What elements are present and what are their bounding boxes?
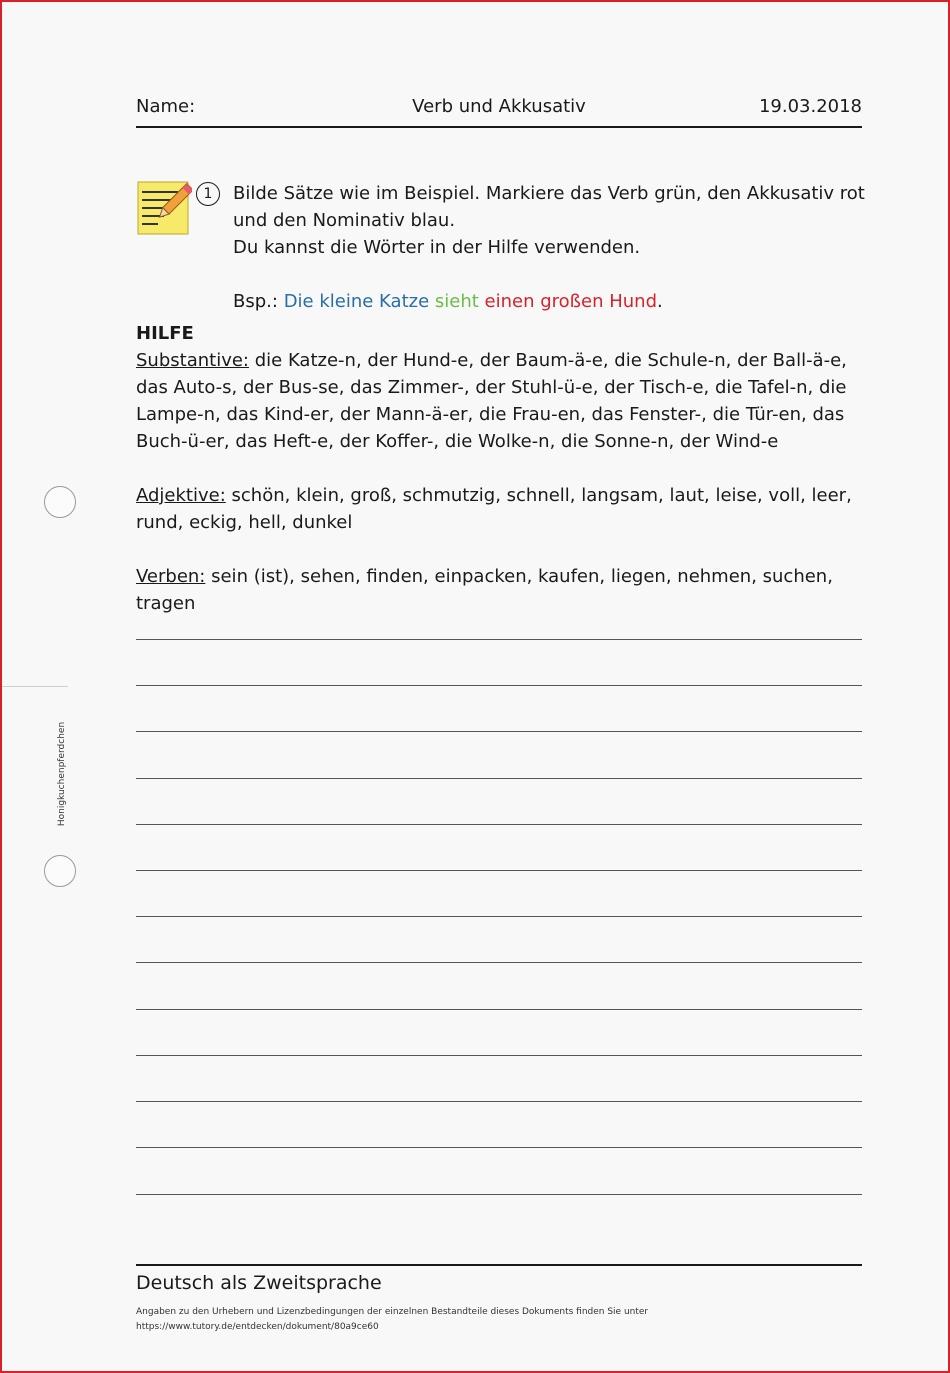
verbs-text: tragen bbox=[136, 593, 196, 614]
punch-hole-top bbox=[44, 486, 76, 518]
instruction-line: Bilde Sätze wie im Beispiel. Markiere das Verb grün, den Akkusativ rot bbox=[233, 183, 865, 204]
footer-subject: Deutsch als Zweitsprache bbox=[136, 1272, 382, 1294]
notepad-pencil-icon bbox=[136, 178, 192, 236]
writing-line[interactable] bbox=[136, 1194, 862, 1195]
verbs-text: sein (ist), sehen, finden, einpacken, kaufen, liegen, nehmen, suchen, bbox=[211, 566, 833, 587]
punch-hole-bottom bbox=[44, 855, 76, 887]
task-instructions bbox=[233, 180, 873, 261]
name-label: Name: bbox=[136, 96, 196, 117]
footer-divider bbox=[136, 1264, 862, 1266]
nouns-text: Lampe-n, das Kind-er, der Mann-ä-er, die Frau-en, das Fenster-, die Tür-en, das bbox=[136, 404, 845, 425]
footer-license-note bbox=[136, 1305, 648, 1335]
writing-line[interactable] bbox=[136, 870, 862, 871]
writing-line[interactable] bbox=[136, 916, 862, 917]
nouns-paragraph bbox=[136, 347, 876, 374]
worksheet-date: 19.03.2018 bbox=[758, 96, 862, 117]
help-section bbox=[136, 320, 876, 617]
instruction-line: und den Nominativ blau. bbox=[233, 210, 456, 231]
writing-line[interactable] bbox=[136, 824, 862, 825]
worksheet-header bbox=[136, 96, 862, 128]
example-period: . bbox=[657, 291, 663, 312]
writing-line[interactable] bbox=[136, 731, 862, 732]
writing-line[interactable] bbox=[136, 1009, 862, 1010]
adjectives-paragraph bbox=[136, 482, 876, 509]
writing-line[interactable] bbox=[136, 1101, 862, 1102]
example-verb: sieht bbox=[434, 291, 479, 312]
example-sentence bbox=[233, 288, 663, 315]
verbs-paragraph bbox=[136, 563, 876, 590]
instruction-line: Du kannst die Wörter in der Hilfe verwenden. bbox=[233, 237, 641, 258]
example-nominative: Die kleine Katze bbox=[283, 291, 430, 312]
nouns-text: das Auto-s, der Bus-se, das Zimmer-, der Stuhl-ü-e, der Tisch-e, die Tafel-n, die bbox=[136, 377, 847, 398]
license-text: Angaben zu den Urhebern und Lizenzbedingungen der einzelnen Bestandteile dieses Dokuments finden Sie unter bbox=[136, 1307, 649, 1317]
example-accusative: einen großen Hund bbox=[484, 291, 657, 312]
side-credit: Honigkuchenpferdchen bbox=[57, 721, 67, 827]
nouns-label: Substantive: bbox=[136, 350, 249, 371]
license-url[interactable]: https://www.tutory.de/entdecken/dokument/80a9ce60 bbox=[136, 1322, 379, 1332]
writing-line[interactable] bbox=[136, 1147, 862, 1148]
writing-line[interactable] bbox=[136, 962, 862, 963]
writing-line[interactable] bbox=[136, 778, 862, 779]
worksheet-title: Verb und Akkusativ bbox=[412, 96, 586, 117]
adjectives-label: Adjektive: bbox=[136, 485, 226, 506]
adjectives-text: rund, eckig, hell, dunkel bbox=[136, 512, 353, 533]
nouns-text: die Katze-n, der Hund-e, der Baum-ä-e, die Schule-n, der Ball-ä-e, bbox=[254, 350, 847, 371]
example-prefix: Bsp.: bbox=[233, 291, 278, 312]
fold-mark bbox=[2, 686, 68, 687]
adjectives-text: schön, klein, groß, schmutzig, schnell, langsam, laut, leise, voll, leer, bbox=[231, 485, 852, 506]
help-title: HILFE bbox=[136, 323, 194, 344]
writing-line[interactable] bbox=[136, 639, 862, 640]
task-number: 1 bbox=[196, 182, 220, 206]
nouns-text: Buch-ü-er, das Heft-e, der Koffer-, die Wolke-n, die Sonne-n, der Wind-e bbox=[136, 431, 779, 452]
writing-line[interactable] bbox=[136, 685, 862, 686]
writing-line[interactable] bbox=[136, 1055, 862, 1056]
verbs-label: Verben: bbox=[136, 566, 206, 587]
